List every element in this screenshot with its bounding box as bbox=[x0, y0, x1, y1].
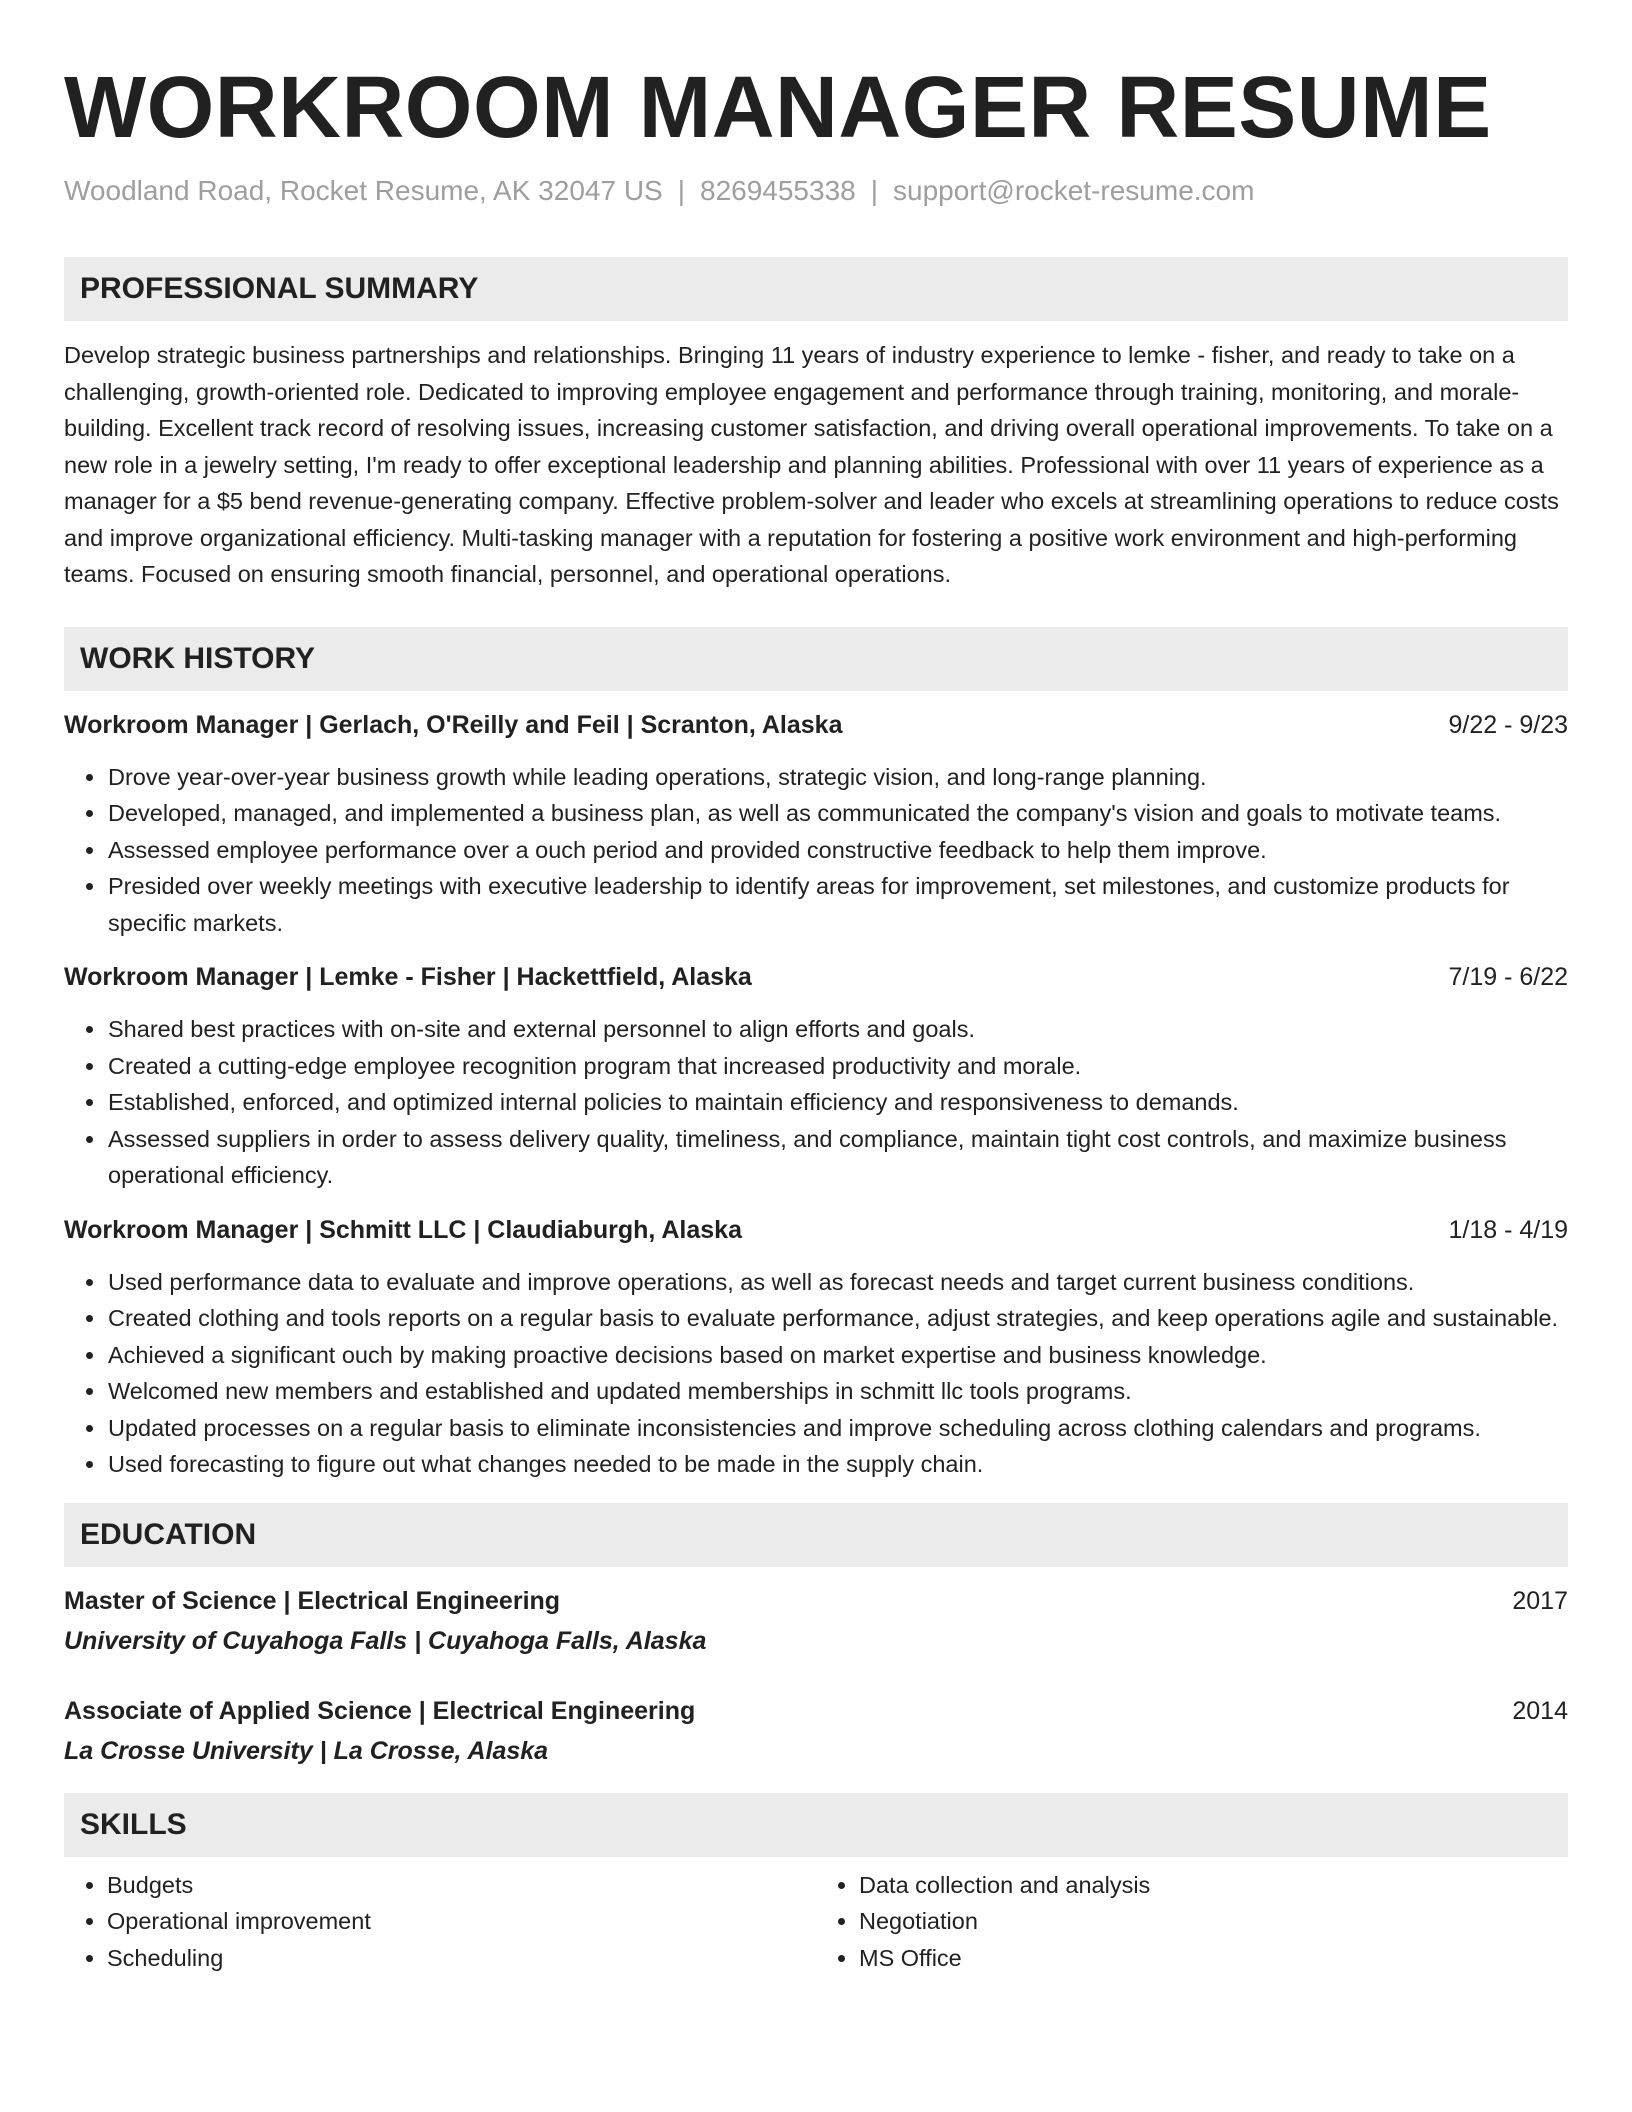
job-title: Workroom Manager | Lemke - Fisher | Hackettfield, Alaska bbox=[64, 963, 752, 991]
job-header bbox=[64, 1214, 1568, 1246]
section-heading-work-history: WORK HISTORY bbox=[64, 627, 1568, 691]
section-heading-summary: PROFESSIONAL SUMMARY bbox=[64, 257, 1568, 321]
skill-item: • Operational improvement bbox=[107, 1903, 816, 1940]
education-year: 2017 bbox=[1512, 1586, 1568, 1615]
education-year: 2014 bbox=[1512, 1696, 1568, 1725]
education-school: University of Cuyahoga Falls | Cuyahoga Falls, Alaska bbox=[64, 1626, 707, 1655]
job-dates: 7/19 - 6/22 bbox=[1448, 963, 1568, 991]
job-bullet: • Created a cutting-edge employee recognition program that increased productivity and morale. bbox=[107, 1048, 1568, 1085]
education-degree: Associate of Applied Science | Electrical Engineering bbox=[64, 1696, 696, 1725]
job-bullet-list bbox=[64, 1011, 1568, 1194]
job-bullet: • Established, enforced, and optimized internal policies to maintain efficiency and responsiveness to demands. bbox=[107, 1084, 1568, 1121]
job-header bbox=[64, 709, 1568, 741]
education-header bbox=[64, 1695, 1568, 1727]
job-bullet: • Assessed suppliers in order to assess delivery quality, timeliness, and compliance, maintain tight cost controls, and maximize business operational efficiency. bbox=[107, 1121, 1568, 1194]
contact-address: Woodland Road, Rocket Resume, AK 32047 US bbox=[64, 175, 663, 206]
skill-item: • Negotiation bbox=[859, 1903, 1568, 1940]
contact-email: support@rocket-resume.com bbox=[893, 175, 1255, 206]
skill-item: • Budgets bbox=[107, 1867, 816, 1904]
contact-separator: | bbox=[870, 175, 879, 206]
skill-item: • Scheduling bbox=[107, 1940, 816, 1977]
contact-phone: 8269455338 bbox=[700, 175, 856, 206]
job-title: Workroom Manager | Gerlach, O'Reilly and Feil | Scranton, Alaska bbox=[64, 710, 843, 739]
job-bullet: • Presided over weekly meetings with executive leadership to identify areas for improvement, set milestones, and customize products for specific markets. bbox=[107, 868, 1568, 941]
job-bullet: • Achieved a significant ouch by making proactive decisions based on market expertise and business knowledge. bbox=[107, 1337, 1568, 1374]
job-bullet: • Assessed employee performance over a ouch period and provided constructive feedback to help them improve. bbox=[107, 832, 1568, 869]
skills-column-left bbox=[64, 1867, 816, 1977]
section-heading-skills: SKILLS bbox=[64, 1793, 1568, 1857]
education-header bbox=[64, 1585, 1568, 1617]
job-bullet: • Used forecasting to figure out what changes needed to be made in the supply chain. bbox=[107, 1446, 1568, 1483]
job-bullet: • Welcomed new members and established and updated memberships in schmitt llc tools programs. bbox=[107, 1373, 1568, 1410]
job-bullet: • Used performance data to evaluate and improve operations, as well as forecast needs and target current business conditions. bbox=[107, 1264, 1568, 1301]
education-school: La Crosse University | La Crosse, Alaska bbox=[64, 1736, 549, 1765]
section-heading-education: EDUCATION bbox=[64, 1503, 1568, 1567]
job-bullet: • Updated processes on a regular basis to eliminate inconsistencies and improve scheduling across clothing calendars and programs. bbox=[107, 1410, 1568, 1447]
job-title: Workroom Manager | Schmitt LLC | Claudiaburgh, Alaska bbox=[64, 1215, 742, 1244]
contact-line bbox=[64, 175, 1568, 207]
skill-item: • MS Office bbox=[859, 1940, 1568, 1977]
skill-item: • Data collection and analysis bbox=[859, 1867, 1568, 1904]
job-bullet-list bbox=[64, 1264, 1568, 1483]
summary-text: Develop strategic business partnerships and relationships. Bringing 11 years of industry experience to lemke - fisher, and ready to take on a challenging, growth-oriented role. Dedicated to improving employee engagement and performance through training, monitoring, and morale-building. Excellent track record of resolving issues, increasing customer satisfaction, and driving overall operational improvements. To take on a new role in a jewelry setting, I'm ready to offer exceptional leadership and planning abilities. Professional with over 11 years of experience as a manager for a $5 bend revenue-generating company. Effective problem-solver and leader who excels at streamlining operations to reduce costs and improve organizational efficiency. Multi-tasking manager with a reputation for fostering a positive work environment and high-performing teams. Focused on ensuring smooth financial, personnel, and operational operations. bbox=[64, 342, 1559, 587]
education-degree: Master of Science | Electrical Engineering bbox=[64, 1586, 561, 1615]
resume-title: WORKROOM MANAGER RESUME bbox=[64, 59, 1492, 156]
contact-separator: | bbox=[677, 175, 685, 206]
job-header bbox=[64, 961, 1568, 993]
job-bullet: • Created clothing and tools reports on a regular basis to evaluate performance, adjust strategies, and keep operations agile and sustainable. bbox=[107, 1300, 1568, 1337]
job-bullet: • Drove year-over-year business growth while leading operations, strategic vision, and long-range planning. bbox=[107, 759, 1568, 796]
skills-column-right bbox=[816, 1867, 1568, 1977]
job-dates: 9/22 - 9/23 bbox=[1448, 710, 1568, 739]
job-bullet: • Developed, managed, and implemented a business plan, as well as communicated the company's vision and goals to motivate teams. bbox=[107, 795, 1568, 832]
job-bullet: • Shared best practices with on-site and external personnel to align efforts and goals. bbox=[107, 1011, 1568, 1048]
job-dates: 1/18 - 4/19 bbox=[1448, 1215, 1568, 1244]
skills-grid bbox=[64, 1867, 1568, 1977]
job-bullet-list bbox=[64, 759, 1568, 942]
